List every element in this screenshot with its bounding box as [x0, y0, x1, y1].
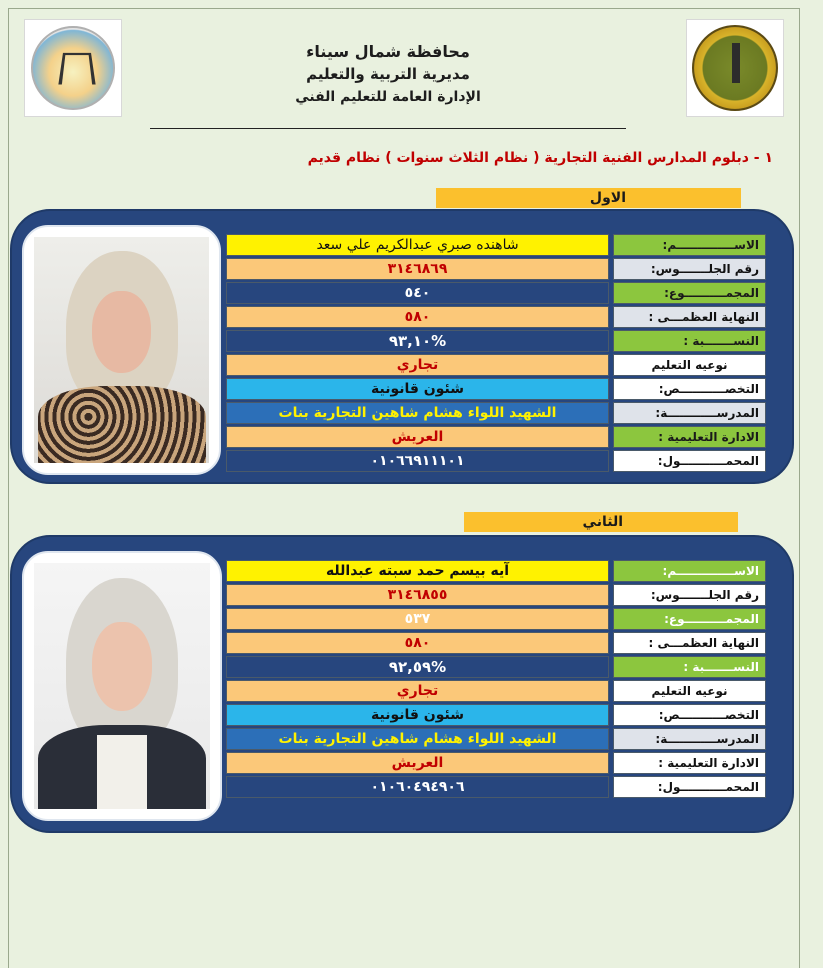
header-directorate: مديرية التربية والتعليم — [306, 65, 470, 83]
student-photo-first — [22, 225, 221, 475]
name-label: الاســــــــــــــم: — [613, 560, 766, 582]
max-label: النهاية العظمـــى : — [613, 306, 766, 328]
admin-value: العريش — [226, 752, 609, 774]
rank-label-second: الثاني — [464, 512, 738, 532]
percent-value: %٩٣,١٠ — [226, 330, 609, 352]
governorate-seal-logo — [686, 19, 784, 117]
type-label: نوعيه التعليم — [613, 680, 766, 702]
info-row-name — [226, 559, 766, 583]
max-value: ٥٨٠ — [226, 306, 609, 328]
seat-label: رقم الجلـــــــوس: — [613, 584, 766, 606]
portrait-image — [34, 237, 209, 463]
name-value: شاهنده صبري عبدالكريم علي سعد — [226, 234, 609, 256]
spec-value: شئون قانونية — [226, 378, 609, 400]
info-row-total — [226, 281, 766, 305]
header-divider — [150, 128, 626, 129]
info-row-admin — [226, 751, 766, 775]
total-label: المجمــــــــــوع: — [613, 608, 766, 630]
school-label: المدرســــــــــــة: — [613, 402, 766, 424]
admin-label: الادارة التعليمية : — [613, 426, 766, 448]
spec-label: التخصـــــــــــص: — [613, 704, 766, 726]
info-row-mobile — [226, 449, 766, 473]
student-photo-second — [22, 551, 222, 821]
derrick-seal-icon — [692, 25, 778, 111]
max-value: ٥٨٠ — [226, 632, 609, 654]
oil-derrick-emblem-icon — [31, 26, 115, 110]
student-info-table-second — [226, 559, 766, 799]
info-row-max — [226, 305, 766, 329]
info-row-admin — [226, 425, 766, 449]
north-sinai-governorate-logo — [24, 19, 122, 117]
info-row-seat — [226, 257, 766, 281]
type-value: تجاري — [226, 680, 609, 702]
type-value: تجاري — [226, 354, 609, 376]
rank-label-first: الاول — [436, 188, 741, 208]
header-title-block — [150, 40, 626, 109]
student-info-table-first — [226, 233, 766, 473]
info-row-max — [226, 631, 766, 655]
info-row-percent — [226, 329, 766, 353]
info-row-name — [226, 233, 766, 257]
info-row-type — [226, 679, 766, 703]
info-row-spec — [226, 703, 766, 727]
student-card-second — [10, 535, 794, 833]
mobile-value: ٠١٠٦٠٤٩٤٩٠٦ — [226, 776, 609, 798]
percent-label: النســـــــبة : — [613, 656, 766, 678]
info-row-school — [226, 401, 766, 425]
school-label: المدرســــــــــــة: — [613, 728, 766, 750]
mobile-label: المحمـــــــــــول: — [613, 776, 766, 798]
school-value: الشهيد اللواء هشام شاهين التجارية بنات — [226, 402, 609, 424]
info-row-type — [226, 353, 766, 377]
section-title: ١ - دبلوم المدارس الفنية التجارية ( نظام الثلاث سنوات ) نظام قديم — [307, 150, 773, 166]
percent-value: %٩٢,٥٩ — [226, 656, 609, 678]
mobile-value: ٠١٠٦٦٩١١١٠١ — [226, 450, 609, 472]
percent-label: النســـــــبة : — [613, 330, 766, 352]
header-governorate: محافظة شمال سيناء — [306, 42, 470, 61]
total-value: ٥٣٧ — [226, 608, 609, 630]
admin-value: العريش — [226, 426, 609, 448]
spec-value: شئون قانونية — [226, 704, 609, 726]
admin-label: الادارة التعليمية : — [613, 752, 766, 774]
seat-value: ٣١٤٦٨٥٥ — [226, 584, 609, 606]
info-row-percent — [226, 655, 766, 679]
spec-label: التخصـــــــــــص: — [613, 378, 766, 400]
school-value: الشهيد اللواء هشام شاهين التجارية بنات — [226, 728, 609, 750]
info-row-total — [226, 607, 766, 631]
name-label: الاســــــــــــــم: — [613, 234, 766, 256]
info-row-school — [226, 727, 766, 751]
type-label: نوعيه التعليم — [613, 354, 766, 376]
total-label: المجمــــــــــوع: — [613, 282, 766, 304]
info-row-mobile — [226, 775, 766, 799]
mobile-label: المحمـــــــــــول: — [613, 450, 766, 472]
header-administration: الإدارة العامة للتعليم الفني — [295, 89, 481, 105]
info-row-seat — [226, 583, 766, 607]
max-label: النهاية العظمـــى : — [613, 632, 766, 654]
info-row-spec — [226, 377, 766, 401]
seat-label: رقم الجلـــــــوس: — [613, 258, 766, 280]
name-value: آيه بيسم حمد سبته عبدالله — [226, 560, 609, 582]
seat-value: ٣١٤٦٨٦٩ — [226, 258, 609, 280]
total-value: ٥٤٠ — [226, 282, 609, 304]
portrait-image — [34, 563, 210, 809]
student-card-first — [10, 209, 794, 484]
